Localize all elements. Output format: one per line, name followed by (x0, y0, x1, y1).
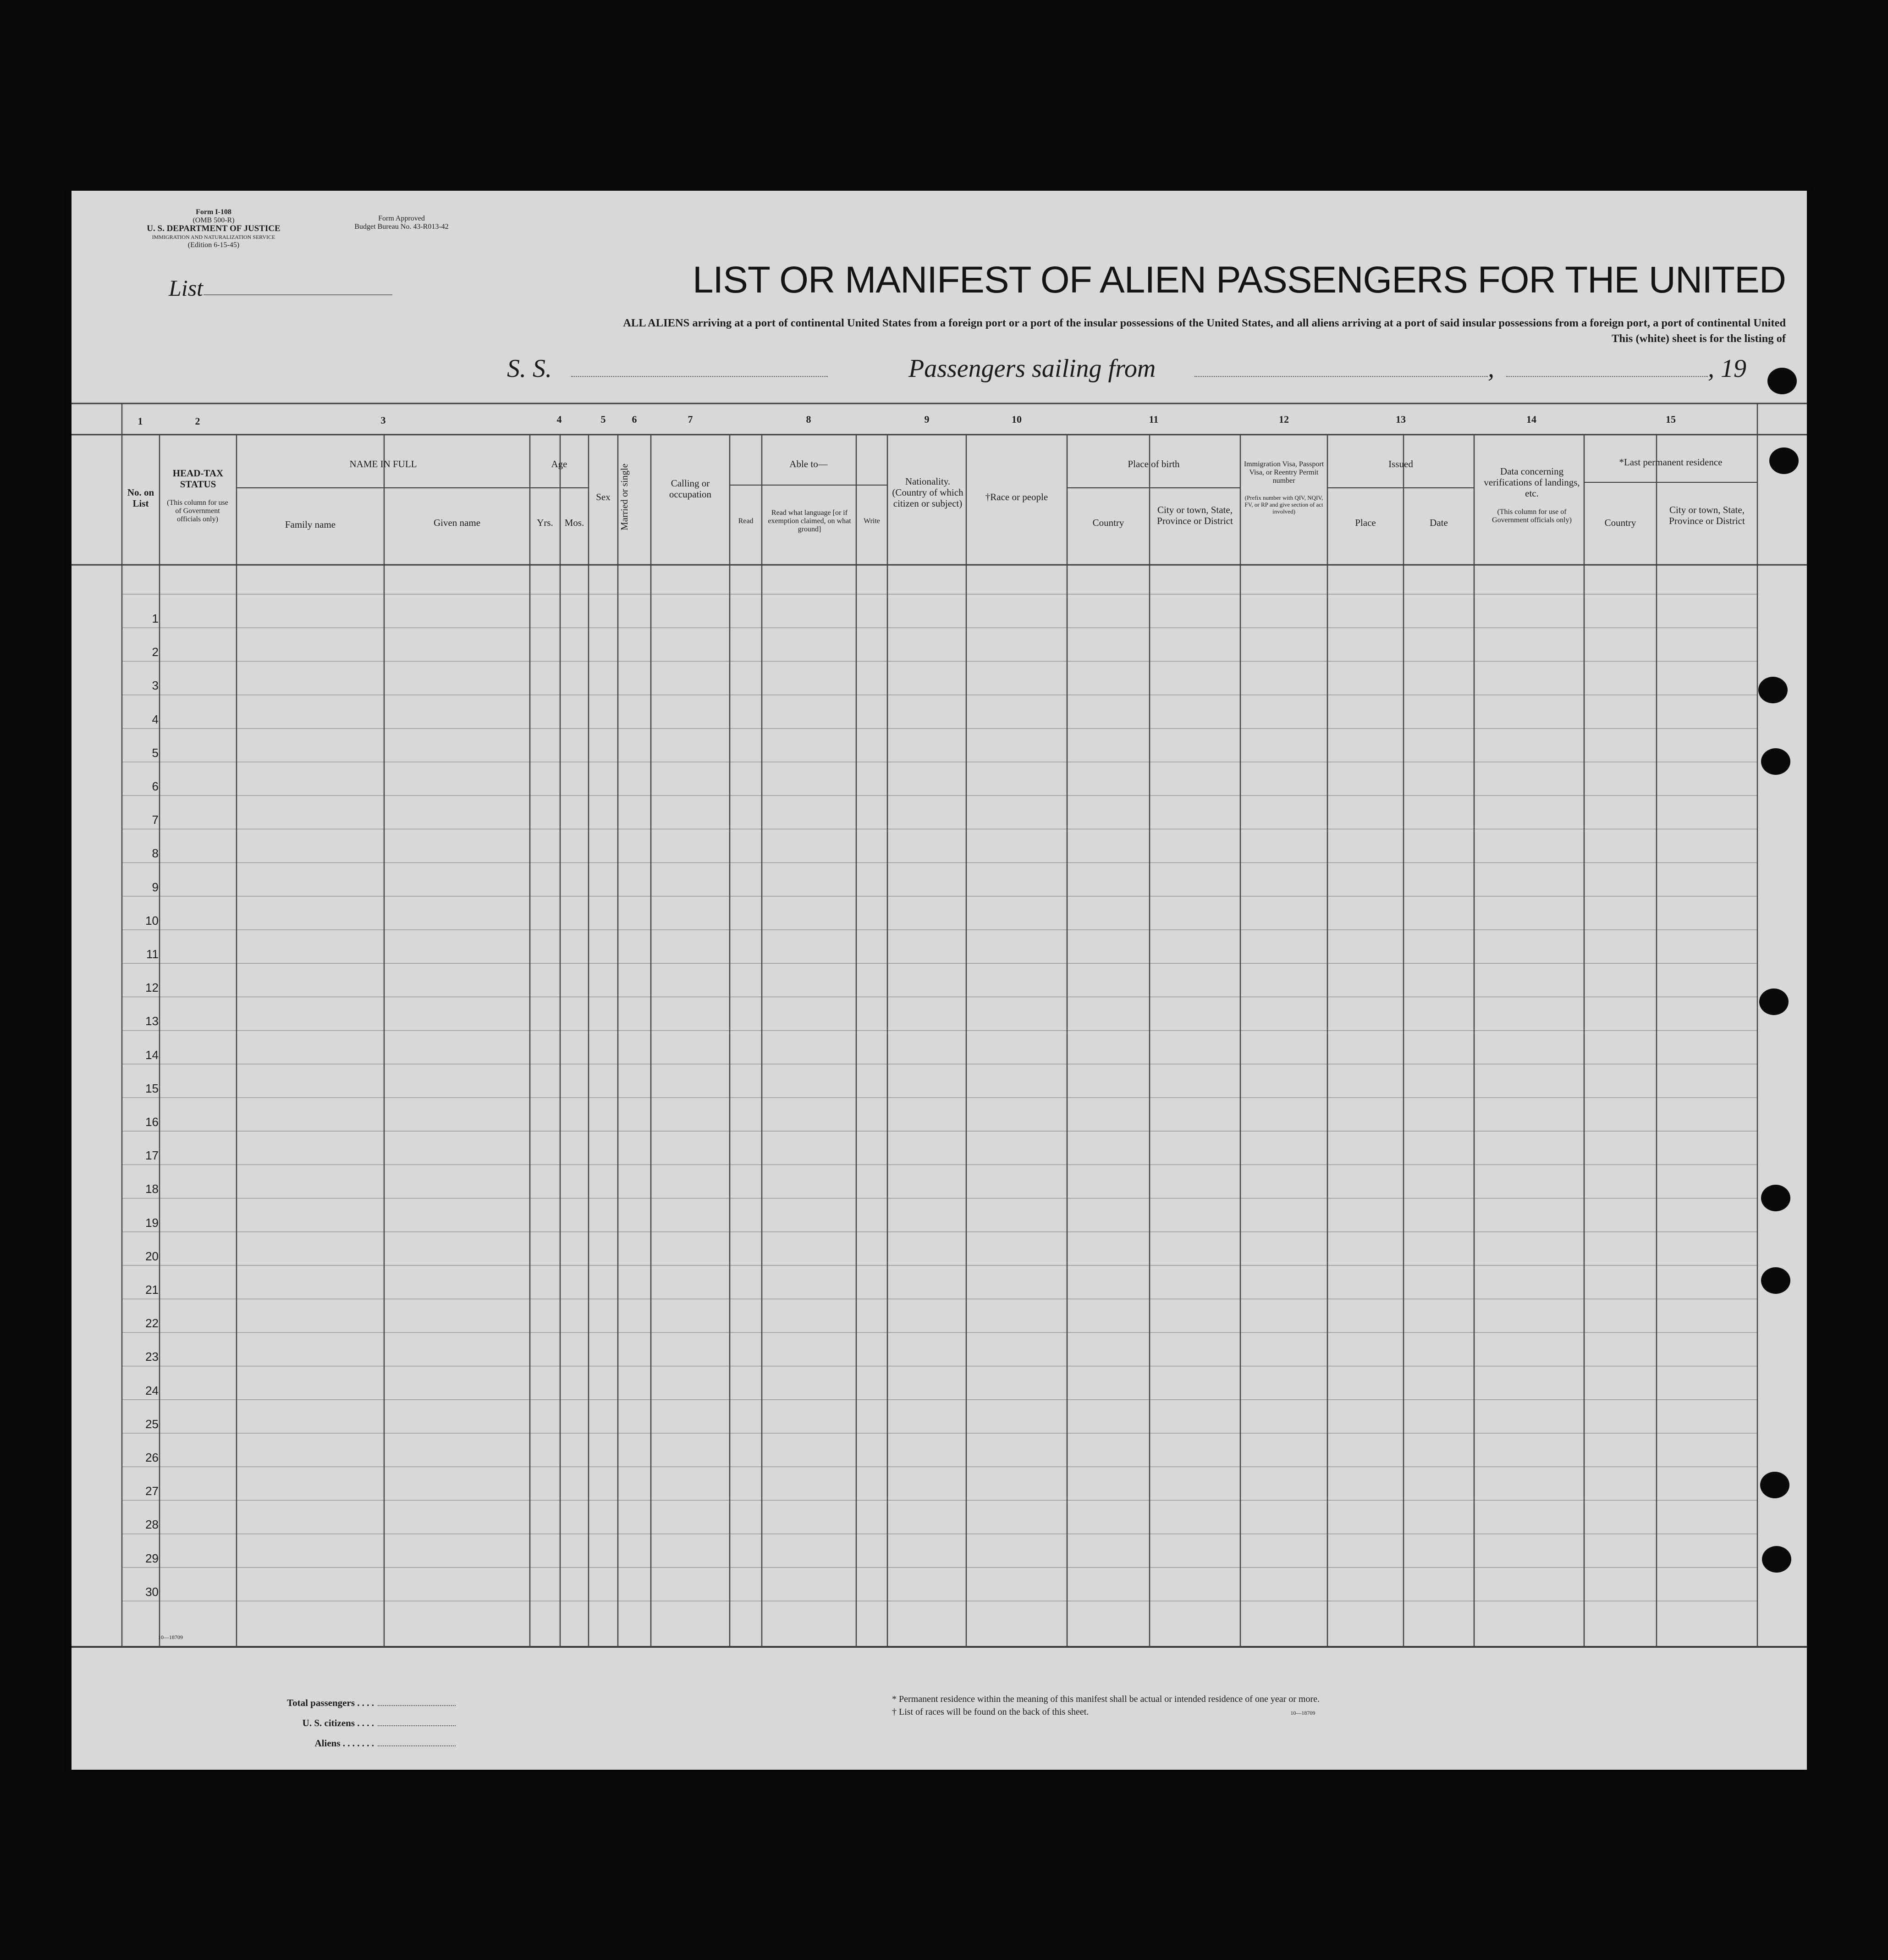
row-number: 5 (152, 745, 159, 760)
us-citizens-field[interactable] (378, 1725, 456, 1726)
header-no-on-list: No. on List (127, 487, 154, 509)
department-name: U. S. DEPARTMENT OF JUSTICE (147, 224, 281, 233)
col-num-13: 13 (1396, 414, 1406, 425)
form-approved-label: Form Approved (378, 215, 425, 222)
col-num-10: 10 (1012, 414, 1022, 425)
row-number: 16 (145, 1115, 159, 1129)
row-number: 12 (145, 981, 159, 995)
list-label: List (169, 275, 204, 301)
aliens-label: Aliens . . . . . . . (314, 1738, 374, 1749)
us-citizens-row[interactable] (227, 1714, 456, 1734)
row-number: 29 (145, 1551, 159, 1565)
row-rules (122, 594, 1757, 1601)
header-data-note: (This column for use of Government officials only) (1492, 508, 1572, 524)
header-visa-note: (Prefix number with QIV, NQIV, FV, or RP and give section of act involved) (1244, 494, 1323, 515)
row-number: 20 (145, 1249, 159, 1263)
row-number: 1 (152, 612, 159, 625)
col-num-5: 5 (600, 414, 606, 425)
row-number: 24 (145, 1383, 159, 1397)
row-number: 8 (152, 846, 159, 861)
header-able-to: Able to— (789, 458, 828, 469)
footnotes (892, 1693, 1320, 1719)
year-label: , 19 (1708, 354, 1746, 383)
header-last-residence: *Last permanent residence (1619, 457, 1723, 468)
col-num-11: 11 (1149, 414, 1159, 425)
header-given-name: Given name (433, 517, 481, 528)
row-number: 7 (152, 813, 159, 827)
header-head-tax-note: (This column for use of Government officials only) (167, 499, 228, 523)
binder-hole (1761, 1267, 1790, 1294)
header-city-2: City or town, State, Province or District (1669, 504, 1745, 526)
form-edition: (Edition 6-15-45) (187, 241, 240, 249)
subtitle-line-1: ALL ALIENS arriving at a port of continental United States from a foreign port or a port of the insular possessions of the United States, and all aliens arriving at a port of said insular possessions from a foreign port, a port of continental United (623, 317, 1786, 329)
budget-bureau-number: Budget Bureau No. 43-R013-42 (354, 223, 449, 231)
header-place-of-birth: Place of birth (1128, 458, 1180, 469)
row-number: 15 (145, 1081, 159, 1095)
binder-hole (1767, 368, 1797, 394)
totals-block (227, 1694, 456, 1754)
header-write: Write (864, 517, 880, 525)
aliens-row[interactable] (227, 1734, 456, 1754)
form-number: Form I-108 (196, 208, 231, 216)
col-num-3: 3 (380, 414, 386, 426)
ss-label: S. S. (507, 354, 552, 383)
header-yrs: Yrs. (537, 517, 553, 528)
binder-hole (1769, 447, 1799, 474)
col-num-12: 12 (1279, 414, 1289, 425)
header-calling: Calling or occupation (669, 478, 712, 500)
binder-hole (1758, 677, 1788, 703)
header-race: †Race or people (985, 491, 1048, 502)
row-number: 23 (145, 1350, 159, 1364)
row-number: 30 (145, 1585, 159, 1599)
col-num-6: 6 (632, 414, 637, 425)
row-number: 11 (146, 947, 159, 961)
sailing-from-label: Passengers sailing from (908, 354, 1156, 383)
header-age: Age (551, 458, 567, 469)
row-number: 27 (145, 1484, 159, 1498)
row-number: 2 (152, 645, 159, 659)
row-number: 28 (145, 1518, 159, 1532)
row-number: 4 (152, 712, 159, 726)
header-data-concerning: Data concerning verifications of landings, etc. (1484, 466, 1580, 499)
manifest-grid (72, 191, 1807, 1770)
header-country: Country (1092, 517, 1124, 528)
total-passengers-field[interactable] (378, 1705, 456, 1706)
header-married: Married or single (619, 464, 630, 530)
header-read-language: Read what language [or if exemption claimed, on what ground] (768, 509, 851, 533)
row-number: 13 (145, 1014, 159, 1028)
col-num-14: 14 (1526, 414, 1536, 425)
row-number: 9 (152, 880, 159, 894)
us-citizens-label: U. S. citizens . . . . (302, 1717, 374, 1728)
header-sex: Sex (596, 491, 611, 502)
row-number: 14 (145, 1048, 159, 1062)
header-name-in-full: NAME IN FULL (349, 458, 417, 469)
total-passengers-label: Total passengers . . . . (287, 1697, 374, 1708)
form-omb: (OMB 500-R) (193, 216, 235, 224)
footnote-races-line (892, 1706, 1320, 1719)
col-num-4: 4 (556, 414, 562, 425)
col-num-7: 7 (688, 414, 693, 425)
row-number: 6 (152, 779, 159, 793)
subtitle-line-2: This (white) sheet is for the listing of (1612, 332, 1786, 345)
row-number: 17 (145, 1148, 159, 1163)
row-number: 22 (145, 1316, 159, 1331)
header-nationality: Nationality. (Country of which citizen or subject) (892, 476, 963, 509)
header-visa: Immigration Visa, Passport Visa, or Reentry Permit number (1244, 460, 1324, 485)
row-number: 25 (145, 1417, 159, 1431)
col-num-2: 2 (195, 415, 200, 427)
row-number: 21 (145, 1283, 159, 1297)
header-issued: Issued (1388, 458, 1413, 469)
service-name: IMMIGRATION AND NATURALIZATION SERVICE (152, 234, 275, 240)
col-num-8: 8 (806, 414, 811, 425)
col-num-1: 1 (138, 415, 143, 427)
binder-hole (1760, 1472, 1789, 1498)
header-mos: Mos. (564, 517, 584, 528)
header-country-2: Country (1604, 517, 1636, 528)
bottom-code: 10—18709 (158, 1634, 183, 1640)
binder-hole (1761, 1185, 1790, 1211)
aliens-field[interactable] (378, 1745, 456, 1746)
header-city: City or town, State, Province or District (1157, 504, 1233, 526)
row-number: 3 (152, 679, 159, 693)
header-date: Date (1430, 517, 1448, 528)
footnote-code: 10—18709 (1290, 1710, 1316, 1716)
row-number: 10 (145, 913, 159, 928)
footnote-races: † List of races will be found on the back of this sheet. (892, 1707, 1089, 1717)
manifest-sheet (72, 191, 1807, 1770)
binder-hole (1759, 988, 1789, 1015)
binder-hole (1761, 748, 1790, 775)
header-place: Place (1355, 517, 1376, 528)
row-number: 19 (145, 1215, 159, 1230)
column-rules (122, 403, 1757, 1647)
footnote-permanent: * Permanent residence within the meaning of this manifest shall be actual or intended residence of one year or more. (892, 1694, 1320, 1704)
col-num-9: 9 (924, 414, 930, 425)
row-number: 18 (145, 1182, 159, 1196)
page-title: LIST OR MANIFEST OF ALIEN PASSENGERS FOR THE UNITED (692, 259, 1786, 301)
total-passengers-row[interactable] (227, 1694, 456, 1714)
header-family-name: Family name (285, 519, 336, 530)
col-num-15: 15 (1666, 414, 1676, 425)
row-number: 26 (145, 1451, 159, 1464)
header-read: Read (738, 517, 754, 525)
comma-mark: , (1488, 354, 1494, 383)
header-head-tax: HEAD-TAX STATUS (172, 468, 224, 490)
binder-hole (1762, 1546, 1791, 1573)
